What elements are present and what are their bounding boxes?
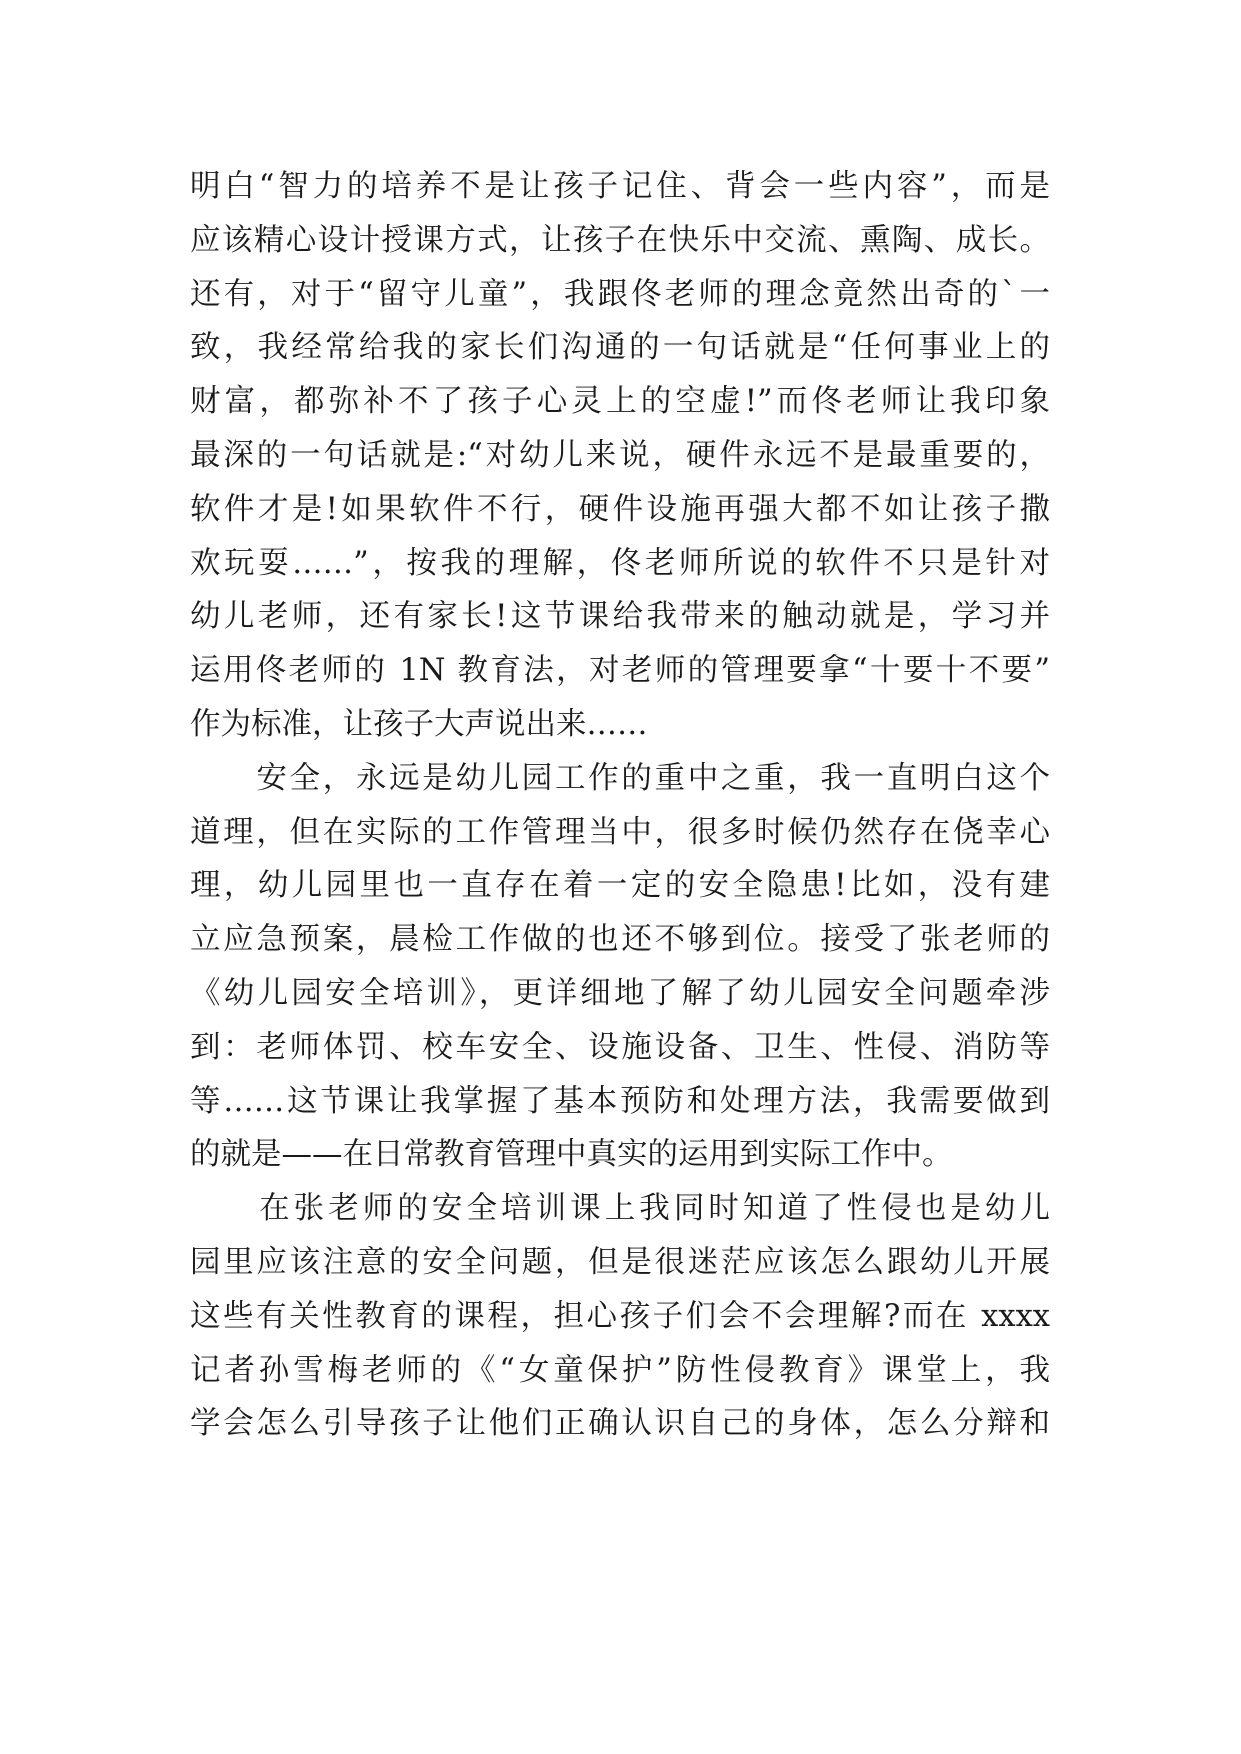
paragraph-1-line-5: 财富，都弥补不了孩子心灵上的空虚!”而佟老师让我印象 (190, 384, 1050, 420)
paragraph-1-line-10: 运用佟老师的 1N 教育法，对老师的管理要拿“十要十不要” (190, 653, 1050, 689)
paragraph-3-line-1: 在张老师的安全培训课上我同时知道了性侵也是幼儿 (190, 1191, 1050, 1227)
paragraph-2-line-5: 《幼儿园安全培训》，更详细地了解了幼儿园安全问题牵涉 (190, 975, 1050, 1011)
paragraph-1-line-3: 还有，对于“留守儿童”，我跟佟老师的理念竟然出奇的`一 (190, 276, 1050, 312)
paragraph-3-line-4: 记者孙雪梅老师的《“女童保护”防性侵教育》课堂上，我 (190, 1352, 1050, 1388)
paragraph-2-line-4: 立应急预案，晨检工作做的也还不够到位。接受了张老师的 (190, 922, 1050, 958)
paragraph-3-line-2: 园里应该注意的安全问题，但是很迷茫应该怎么跟幼儿开展 (190, 1244, 1050, 1280)
paragraph-2-line-3: 理，幼儿园里也一直存在着一定的安全隐患!比如，没有建 (190, 868, 1050, 904)
paragraph-1-line-4: 致，我经常给我的家长们沟通的一句话就是“任何事业上的 (190, 330, 1050, 366)
paragraph-3-line-3: 这些有关性教育的课程，担心孩子们会不会理解?而在 xxxx (190, 1298, 1050, 1334)
paragraph-1-line-1: 明白“智力的培养不是让孩子记住、背会一些内容”，而是 (190, 169, 1050, 204)
paragraph-3-line-5: 学会怎么引导孩子让他们正确认识自己的身体，怎么分辩和 (190, 1406, 1050, 1442)
paragraph-1-line-8: 欢玩耍……”，按我的理解，佟老师所说的软件不只是针对 (190, 545, 1050, 581)
document-body (190, 160, 1050, 1451)
paragraph-1-line-2: 应该精心设计授课方式，让孩子在快乐中交流、熏陶、成长。 (190, 222, 1050, 258)
paragraph-1-line-9: 幼儿老师，还有家长!这节课给我带来的触动就是，学习并 (190, 599, 1050, 635)
paragraph-2-line-8: 的就是——在日常教育管理中真实的运用到实际工作中。 (190, 1137, 953, 1173)
paragraph-2-line-2: 道理，但在实际的工作管理当中，很多时候仍然存在侥幸心 (190, 814, 1050, 850)
paragraph-2-line-1: 安全，永远是幼儿园工作的重中之重，我一直明白这个 (190, 760, 1050, 796)
paragraph-1-line-6: 最深的一句话就是:“对幼儿来说，硬件永远不是最重要的， (190, 437, 1050, 473)
paragraph-1-line-7: 软件才是!如果软件不行，硬件设施再强大都不如让孩子撒 (190, 491, 1050, 527)
paragraph-1-line-11: 作为标准，让孩子大声说出来…… (190, 706, 648, 742)
paragraph-2-line-6: 到：老师体罚、校车安全、设施设备、卫生、性侵、消防等 (190, 1029, 1050, 1065)
paragraph-2-line-7: 等……这节课让我掌握了基本预防和处理方法，我需要做到 (190, 1083, 1050, 1119)
